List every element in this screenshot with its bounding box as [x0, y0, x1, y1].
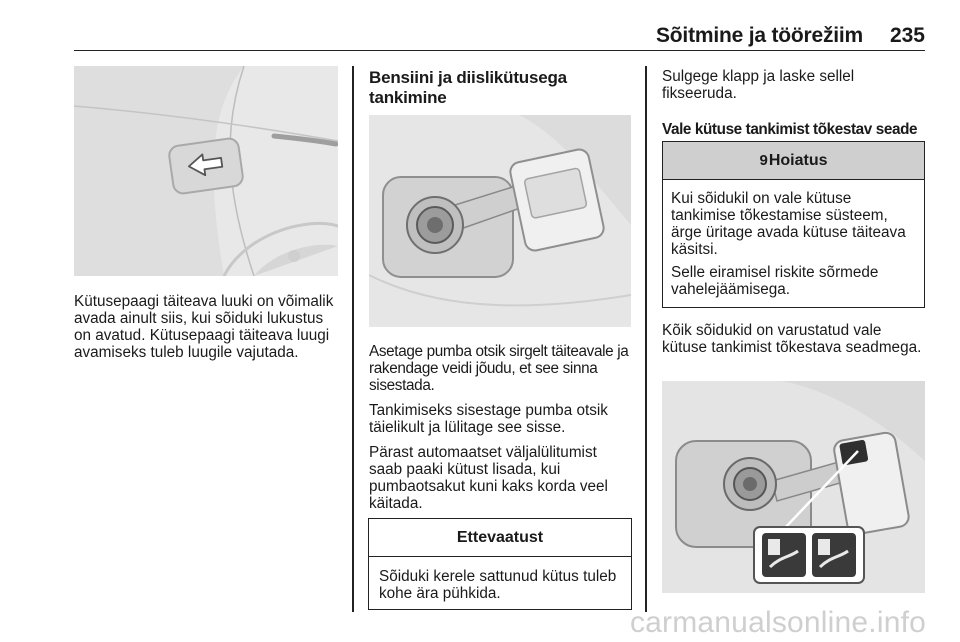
caution-box [368, 518, 632, 610]
warning-text-2: Selle eiramisel riskite sõrmede vahelejäämisega. [671, 264, 879, 298]
right-paragraph-2: Kõik sõidukid on varustatud vale kütuse tankimist tõkestava seadmega. [662, 322, 922, 356]
page-number: 235 [889, 24, 925, 47]
fuel-door-paragraph: Kütusepaagi täiteava luuki on võimalik avada ainult siis, kui sõiduki lukustus on avatud. Kütusepaagi täiteava luugi avamiseks tuleb luugile vajutada. [74, 293, 334, 361]
misfuel-heading: Vale kütuse tankimist tõkestav seade [662, 121, 918, 138]
watermark: carmanualsonline.info [629, 606, 926, 639]
column-divider-right [645, 66, 647, 612]
car-rear-side-drawing [74, 66, 338, 276]
page-header [74, 0, 925, 51]
warning-triangle-icon: 9 [759, 152, 768, 169]
refuelling-heading: Bensiini ja diislikütusega tankimine [369, 68, 567, 107]
fuel-door-illustration [74, 66, 338, 276]
filler-neck-illustration [369, 115, 631, 327]
caution-title: Ettevaatust [369, 519, 631, 557]
right-paragraph-1: Sulgege klapp ja laske sellel fikseeruda. [662, 68, 855, 102]
section-title: Sõitmine ja töörežiim [656, 24, 863, 47]
warning-header [663, 142, 924, 180]
column-divider-left [352, 66, 354, 612]
misfuel-inhibitor-illustration [662, 381, 925, 593]
warning-box [662, 141, 925, 308]
open-fuel-flap-drawing [369, 115, 631, 327]
middle-paragraph-2: Tankimiseks sisestage pumba otsik täielikult ja lülitage see sisse. [369, 402, 608, 436]
warning-title: Hoiatus [768, 151, 828, 169]
middle-paragraph-1: Asetage pumba otsik sirgelt täiteavale ja rakendage veidi jõudu, et see sinna sisestada. [369, 343, 629, 394]
middle-paragraph-3: Pärast automaatset väljalülitumist saab paaki kütust lisada, kui pumbaotsakut kuni kaks korda veel käitada. [369, 444, 608, 512]
fuel-inhibitor-drawing [662, 381, 925, 593]
caution-text: Sõiduki kerele sattunud kütus tuleb kohe ära pühkida. [379, 568, 617, 602]
warning-text-1: Kui sõidukil on vale kütuse tankimise tõkestamise süsteem, ärge üritage avada kütuse täiteava käsitsi. [671, 190, 906, 258]
